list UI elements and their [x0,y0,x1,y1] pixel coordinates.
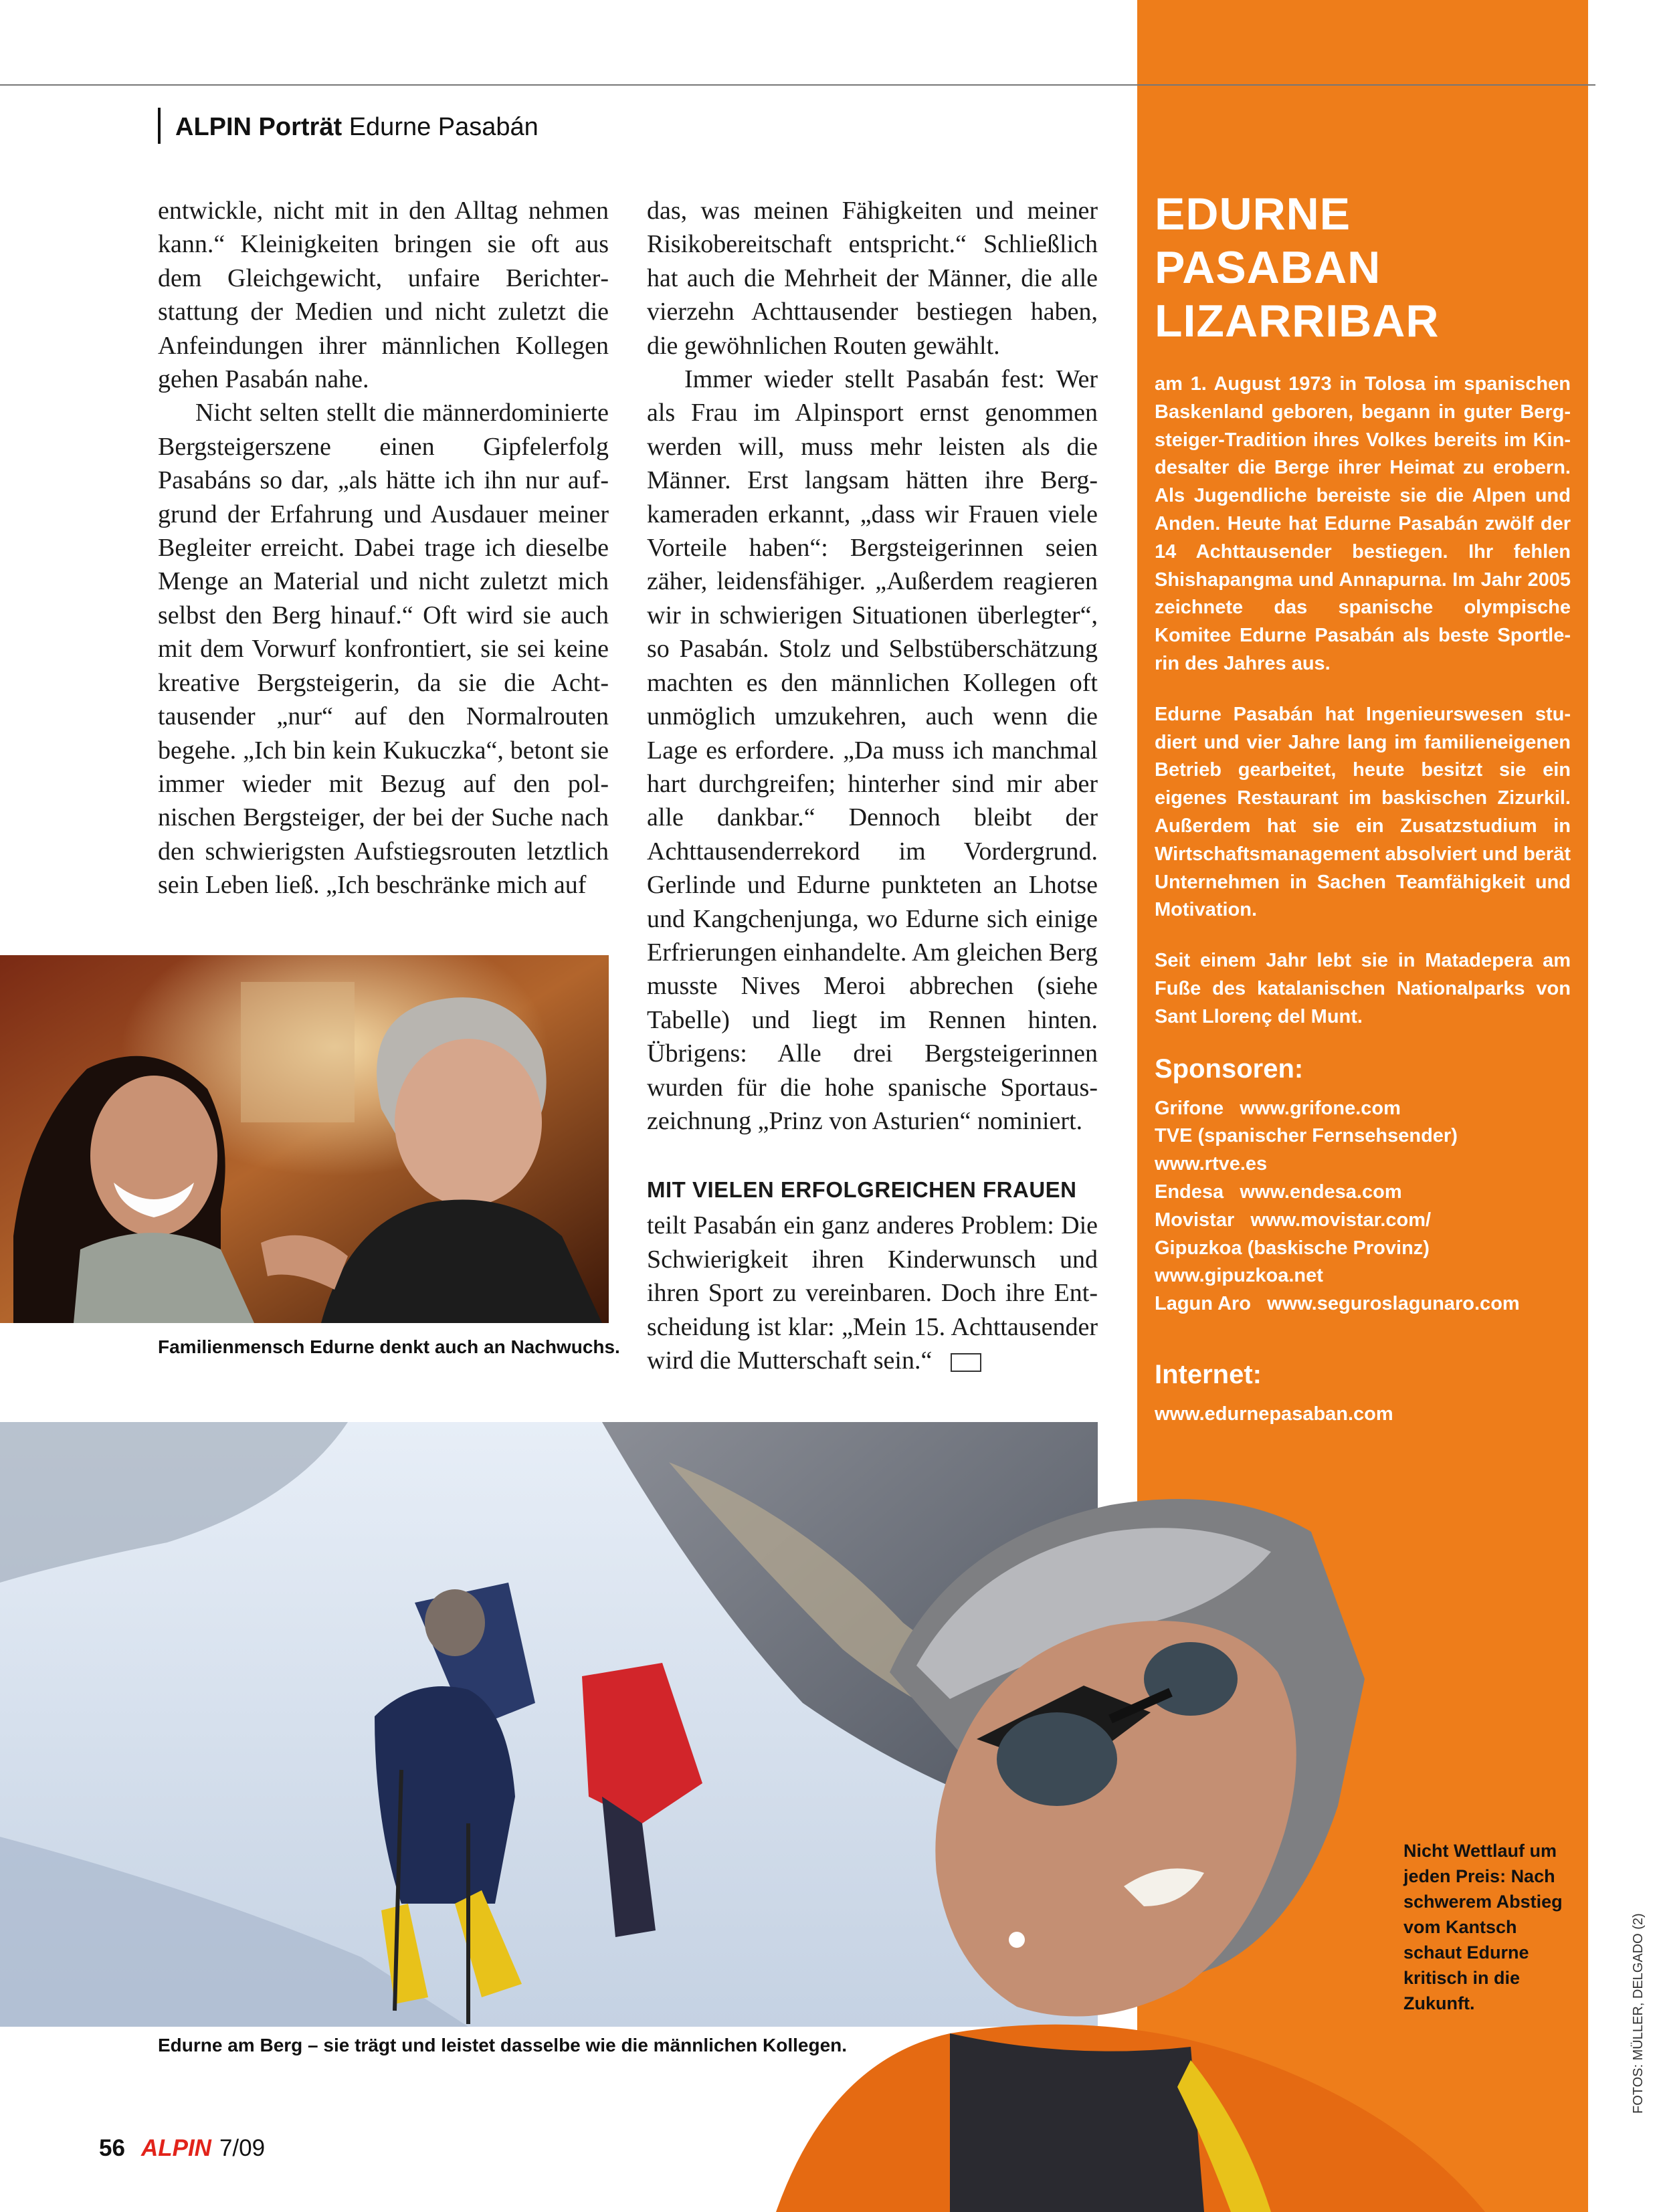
photo-credit: FOTOS: MÜLLER, DELGADO (2) [1631,1913,1646,2114]
sponsor-item: www.gipuzkoa.net [1155,1265,1323,1287]
column2-subhead: MIT VIELEN ERFOLGREICHEN FRAUEN [647,1177,1077,1203]
header-subject: Edurne Pasabán [349,113,539,142]
column1-paragraph-1: entwickle, nicht mit in den Alltag nehmen kann.“ Kleinigkeiten bringen sie oft aus dem Gleichgewicht, unfaire Berichterstattung der Medien und nicht zuletzt die Anfeindungen ihrer männlichen Kollegen gehen Pasabán nahe. [158,197,609,394]
column2-paragraph-2: Immer wieder stellt Pasabán fest: Wer als Frau im Alpinsport ernst genommen werden will, muss mehr leisten als die Männer. Erst langsam hätten ihre Bergkameraden erkannt, „dass wir Frauen viele Vorteile haben“: Bergsteigerinnen seien zäher, leidensfähiger. „Außerdem reagieren wir in schwierigen Situationen überlegter“, so Pasabán. Stolz und Selbstüberschätzung machten es den männlichen Kollegen oft unmöglich umzukehren, auch wenn die Lage es erfordere. „Da muss ich manchmal hart durchgreifen; hinterher sind mir aber alle dankbar.“ Dennoch bleibt der Achttausenderrekord im Vordergrund. Gerlinde und Edurne punkteten an Lhotse und Kangchenjunga, wo Edurne sich einige Erfrierungen einhandelte. Am gleichen Berg musste Nives Meroi abbrechen (siehe Tabelle) und liegt im Rennen hinten. Übrigens: Alle drei Bergsteigerinnen wurden für die hohe spanische Sportauszeichnung „Prinz von Asturien“ nominiert. [647,365,1098,1135]
internet-heading: Internet: [1155,1359,1262,1389]
column2-paragraph-3-text: teilt Pasabán ein ganz anderes Problem: Die Schwierigkeit ihren Kinderwunsch und ihren Sport zu vereinbaren. Doch ihre Entscheidung ist klar: „Mein 15. Achttausender wird die Mutterschaft sein.“ [647,1211,1098,1375]
sidebar-bio-3: Seit einem Jahr lebt sie in Matadepera am Fuße des katalanischen Nationalparks von Sant Llorenç del Munt. [1155,950,1571,1027]
sidebar-title-line-1: EDURNE PASABAN [1155,189,1381,293]
sidebar-bio-1: am 1. August 1973 in Tolosa im spanischen Baskenland geboren, begann in guter Bergsteiger-Tradition ihres Volkes bereits im Kindesalter die Berge ihrer Heimat zu erobern. Als Jugendliche bereiste sie die Alpen und Anden. Heute hat Edurne Pasabán zwölf der 14 Achttausender bestiegen. Ihr fehlen Shishapangma und Annapurna. Im Jahr 2005 zeichnete das spanische olympische Komitee Edurne Pasabán als beste Sportlerin des Jahres aus. [1155,373,1571,674]
sponsor-item: Grifone www.grifone.com [1155,1097,1401,1119]
page-number: 56 [99,2135,125,2161]
profile-sidebar [1155,187,1571,1470]
header-bar [158,108,161,144]
sponsor-item: Gipuzkoa (baskische Provinz) [1155,1237,1430,1259]
page-header [158,110,539,146]
header-section: ALPIN Porträt [175,113,343,142]
sidebar-bio-2: Edurne Pasabán hat Ingenieurswesen studiert und vier Jahre lang im familieneigenen Betrieb gearbeitet, heute besitzt sie ein eigenes Restaurant im baskischen Zizurkil. Außerdem hat sie ein Zusatzstudium in Wirtschaftsmanagement absolviert und berät Unternehmen in Sachen Teamfähigkeit und Motivation. [1155,703,1571,921]
caption-photo-climbers: Edurne am Berg – sie trägt und leistet dasselbe wie die männlichen Kollegen. [158,2035,848,2055]
sponsor-item: TVE (spanischer Fernsehsender) [1155,1125,1458,1147]
page-footer [99,2135,265,2162]
column2-paragraph-1: das, was meinen Fähigkeiten und meiner Risikobereitschaft entspricht.“ Schließlich hat auch die Mehrheit der Männer, die alle vierzehn Achttausender bestiegen haben, die gewöhnlichen Routen gewählt. [647,197,1098,360]
caption-photo-family: Familienmensch Edurne denkt auch an Nachwuchs. [158,1336,620,1357]
footer-issue: 7/09 [219,2135,266,2161]
caption-photo-portrait: Nicht Wettlauf um jeden Preis: Nach schwerem Abstieg vom Kantsch schaut Edurne kritisch in die Zukunft. [1403,1841,1563,2013]
footer-brand-logo: ALPIN [140,2135,211,2161]
column2-paragraph-3 [647,1209,1098,1377]
sponsor-item: www.rtve.es [1155,1153,1268,1175]
column1-paragraph-2: Nicht selten stellt die männerdominierte Bergsteigerszene einen Gipfelerfolg Pasabáns so dar, „als hätte ich ihn nur aufgrund der Erfahrung und Ausdauer meiner Begleiter erreicht. Dabei trage ich dieselbe Menge an Material und nicht zuletzt mich selbst den Berg hinauf.“ Oft wird sie auch mit dem Vorwurf konfrontiert, sie sei keine kreative Bergsteigerin, da sie die Achttausender „nur“ auf den Normalrouten begehe. „Ich bin kein Kukuczka“, betont sie immer wieder mit Bezug auf den polnischen Bergsteiger, der bei der Suche nach den schwierigsten Aufstiegsrouten letztlich sein Leben ließ. „Ich beschränke mich auf [158,399,609,900]
sponsors-heading: Sponsoren: [1155,1053,1304,1084]
photo-family [0,955,609,1323]
sponsor-item: Lagun Aro www.seguroslagunaro.com [1155,1293,1520,1315]
sidebar-title [1155,187,1571,348]
sponsor-item: Endesa www.endesa.com [1155,1181,1402,1203]
sponsors-list [1155,1095,1571,1318]
photo-portrait-image [602,1458,1588,2212]
sponsor-item: Movistar www.movistar.com/ [1155,1209,1432,1231]
article-column-2 [647,194,1098,1377]
photo-family-image [0,955,609,1323]
photo-portrait [602,1458,1588,2212]
article-column-1 [158,194,609,902]
header-rule [0,84,1595,86]
end-mark [951,1353,981,1372]
sidebar-title-line-2: LIZARRIBAR [1155,296,1440,346]
internet-url: www.edurnepasaban.com [1155,1403,1393,1425]
